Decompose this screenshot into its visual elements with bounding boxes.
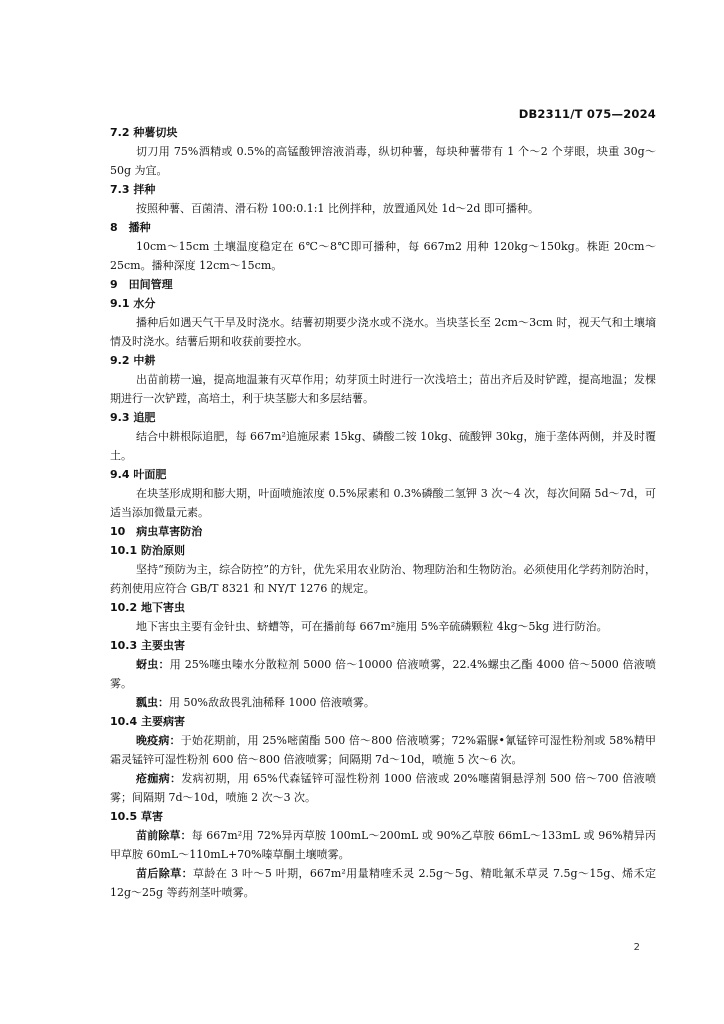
section-heading: 10 病虫草害防治: [110, 525, 203, 538]
page-number: 2: [633, 942, 640, 953]
term-description: 发病初期，用 65%代森锰锌可湿性粉剂 1000 倍液或 20%噻菌铜悬浮剂 500 倍～700 倍液喷雾；间隔期 7d～10d，喷施 2 次～3 次。: [110, 772, 657, 804]
section-heading: 9.4 叶面肥: [110, 468, 167, 481]
term-label: 瓢虫：: [136, 696, 169, 709]
paragraph: 出苗前耢一遍，提高地温兼有灭草作用；幼芽顶土时进行一次浅培土；苗出齐后及时铲蹚，提高地温；发棵期进行一次铲蹚，高培土，利于块茎膨大和多层结薯。: [110, 373, 656, 405]
section-heading: 10.4 主要病害: [110, 715, 185, 728]
section-heading: 9.3 追肥: [110, 411, 156, 424]
paragraph: 10cm～15cm 土壤温度稳定在 6℃～8℃即可播种，每 667m2 用种 120kg～150kg。株距 20cm～25cm。播种深度 12cm～15cm。: [110, 240, 656, 272]
term-label: 苗前除草：: [136, 829, 192, 842]
paragraph: 播种后如遇天气干旱及时浇水。结薯初期要少浇水或不浇水。当块茎长至 2cm～3cm 时，视天气和土壤墒情及时浇水。结薯后期和收获前要控水。: [110, 316, 656, 348]
paragraph: [110, 826, 656, 864]
term-description: 每 667m²用 72%异丙草胺 100mL～200mL 或 90%乙草胺 66mL～133mL 或 96%精异丙甲草胺 60mL～110mL+70%嗪草酮土壤喷雾。: [110, 829, 656, 861]
paragraph: [110, 769, 656, 807]
paragraph: 地下害虫主要有金针虫、蛴螬等，可在播前每 667m²施用 5%辛硫磷颗粒 4kg～5kg 进行防治。: [136, 620, 608, 633]
term-description: 草龄在 3 叶～5 叶期，667m²用量精喹禾灵 2.5g～5g、精吡氟禾草灵 7.5g～15g、烯禾定 12g～25g 等药剂茎叶喷雾。: [110, 867, 656, 899]
term-description: 于始花期前，用 25%嘧菌酯 500 倍～800 倍液喷雾；72%霜脲•氰锰锌可湿性粉剂或 58%精甲霜灵锰锌可湿性粉剂 600 倍～800 倍液喷雾；间隔期 7d～10d，喷施 5 次～6 次。: [110, 734, 656, 766]
paragraph: 结合中耕根际追肥，每 667m²追施尿素 15kg、磷酸二铵 10kg、硫酸钾 30kg，施于垄体两侧，并及时覆土。: [110, 430, 656, 462]
paragraph: [110, 731, 656, 769]
term-description: 用 50%敌敌畏乳油稀释 1000 倍液喷雾。: [169, 696, 375, 709]
document-number: DB2311/T 075—2024: [518, 107, 656, 121]
paragraph: [110, 864, 656, 902]
paragraph: 切刀用 75%酒精或 0.5%的高锰酸钾溶液消毒，纵切种薯，每块种薯带有 1 个～2 个芽眼，块重 30g～50g 为宜。: [110, 145, 656, 177]
term-description: 用 25%噻虫嗪水分散粒剂 5000 倍～10000 倍液喷雾，22.4%螺虫乙酯 4000 倍～5000 倍液喷雾。: [110, 658, 657, 690]
paragraph: [110, 655, 656, 693]
section-heading: 9.1 水分: [110, 297, 156, 310]
section-heading: 9 田间管理: [110, 278, 173, 291]
term-label: 苗后除草：: [136, 867, 194, 880]
term-label: 蚜虫：: [136, 658, 170, 671]
section-heading: 7.2 种薯切块: [110, 126, 178, 139]
paragraph: 在块茎形成期和膨大期，叶面喷施浓度 0.5%尿素和 0.3%磷酸二氢钾 3 次～4 次，每次间隔 5d～7d，可适当添加微量元素。: [110, 487, 656, 519]
paragraph: 坚持“预防为主，综合防控”的方针，优先采用农业防治、物理防治和生物防治。必须使用化学药剂防治时，药剂使用应符合 GB/T 8321 和 NY/T 1276 的规定。: [110, 563, 656, 595]
section-heading: 7.3 拌种: [110, 183, 156, 196]
section-heading: 10.3 主要虫害: [110, 639, 185, 652]
section-heading: 10.1 防治原则: [110, 544, 185, 557]
section-heading: 9.2 中耕: [110, 354, 156, 367]
section-heading: 8 播种: [110, 221, 151, 234]
document-body: [110, 123, 656, 902]
paragraph: 按照种薯、百菌清、滑石粉 100:0.1:1 比例拌种，放置通风处 1d～2d 即可播种。: [136, 202, 539, 215]
term-label: 疮痂病：: [136, 772, 182, 785]
section-heading: 10.2 地下害虫: [110, 601, 185, 614]
term-label: 晚疫病：: [136, 734, 181, 747]
paragraph: [110, 693, 656, 712]
section-heading: 10.5 草害: [110, 810, 163, 823]
